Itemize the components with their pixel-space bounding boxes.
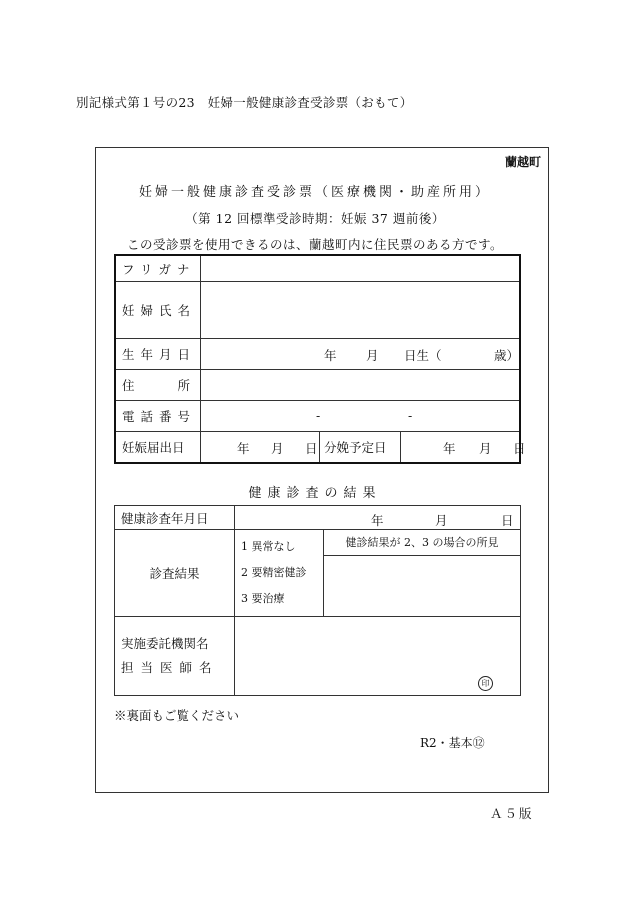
exam-date-label: 健康診査年月日 (115, 506, 235, 530)
exam-date-field[interactable] (235, 506, 521, 530)
exam-year-unit: 年 (371, 513, 384, 528)
result-options[interactable] (235, 530, 324, 617)
due-year-unit: 年 (443, 441, 456, 456)
phone-field[interactable] (201, 401, 521, 432)
institution-labels (115, 617, 235, 696)
findings-cell (324, 530, 521, 617)
phone-separator: - (408, 408, 413, 423)
form-subtitle: （第 12 回標準受診時期：妊娠 37 週前後） (185, 211, 445, 226)
due-date-field[interactable] (401, 432, 526, 464)
birth-year-unit: 年 (324, 348, 337, 363)
institution-field[interactable] (235, 617, 521, 696)
due-date-label: 分娩予定日 (320, 432, 401, 464)
back-side-note: ※裏面もご覧ください (114, 708, 240, 723)
birth-day-unit: 日生（ (404, 348, 442, 363)
results-title: 健康診査の結果 (248, 486, 382, 501)
result-option-treatment[interactable]: 3 要治療 (241, 592, 285, 605)
furigana-label: フリガナ (115, 255, 201, 282)
phone-separator: - (316, 408, 321, 423)
findings-label: 健診結果が 2、3 の場合の所見 (324, 530, 520, 556)
pregnancy-report-date-field[interactable] (201, 432, 320, 464)
report-day-unit: 日 (305, 441, 318, 456)
form-title: 妊婦一般健康診査受診票（医療機関・助産所用） (138, 185, 491, 200)
report-month-unit: 月 (271, 441, 284, 456)
exam-result-label: 診査結果 (115, 530, 235, 617)
paper-size: Ａ５版 (490, 806, 534, 821)
town-name: 蘭越町 (505, 155, 542, 169)
result-option-normal[interactable]: 1 異常なし (241, 540, 296, 553)
birth-age-unit: 歳） (494, 348, 520, 363)
form-code: R2・基本⑫ (420, 736, 485, 750)
birthdate-label: 生年月日 (115, 339, 201, 370)
due-day-unit: 日 (513, 441, 526, 456)
exam-month-unit: 月 (435, 513, 448, 528)
name-field[interactable] (201, 282, 521, 339)
pregnancy-report-label: 妊娠届出日 (115, 432, 201, 464)
exam-results-table (114, 505, 521, 696)
birthdate-field[interactable] (201, 339, 521, 370)
institution-label: 実施委託機関名 (121, 636, 209, 651)
result-option-detailed[interactable]: 2 要精密健診 (241, 566, 307, 579)
report-year-unit: 年 (237, 441, 250, 456)
form-header: 別記様式第１号の23 妊婦一般健康診査受診票（おもて） (76, 95, 413, 110)
birth-month-unit: 月 (366, 348, 379, 363)
seal-mark: 印 (478, 676, 493, 691)
due-month-unit: 月 (479, 441, 492, 456)
eligibility-notice: この受診票を使用できるのは、蘭越町内に住民票のある方です。 (126, 237, 503, 252)
patient-info-table (114, 254, 526, 464)
furigana-field[interactable] (201, 255, 521, 282)
address-label: 住 所 (115, 370, 201, 401)
address-field[interactable] (201, 370, 521, 401)
name-label: 妊婦氏名 (115, 282, 201, 339)
doctor-label: 担当医師名 (121, 660, 219, 675)
phone-label: 電話番号 (115, 401, 201, 432)
exam-day-unit: 日 (501, 513, 514, 528)
findings-field[interactable] (324, 556, 520, 616)
